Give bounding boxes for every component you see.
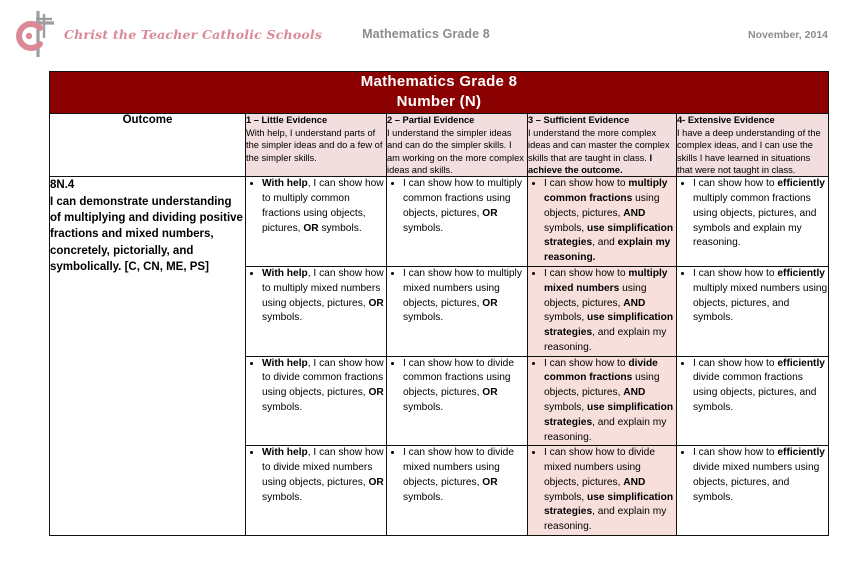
- column-header-row: [50, 113, 829, 177]
- criterion-text: • I can show how to multiply common fractions using objects, pictures, OR symbols.: [403, 177, 527, 236]
- criterion-r3-l4: [677, 356, 829, 446]
- criterion-r4-l1: [246, 446, 387, 536]
- level-4-header: [677, 113, 829, 177]
- criterion-text: • I can show how to efficiently multiply mixed numbers using objects, pictures, and symbols.: [693, 267, 828, 326]
- criterion-text: • I can show how to divide mixed numbers using objects, pictures, AND symbols, use simplification strategies, and explain my reasoning.: [544, 446, 676, 535]
- level-1-title: 1 – Little Evidence: [246, 114, 328, 125]
- criterion-r2-l1: [246, 266, 387, 356]
- banner-strand: Number (N): [396, 93, 482, 111]
- criterion-text: • I can show how to multiply mixed numbers using objects, pictures, AND symbols, use simplification strategies, and explain my reasoning.: [544, 267, 676, 356]
- rubric-table-wrapper: [49, 71, 828, 536]
- criterion-r2-l2: [387, 266, 528, 356]
- rubric-banner: [50, 72, 829, 114]
- criterion-text: • With help, I can show how to multiply mixed numbers using objects, pictures, OR symbols.: [262, 267, 386, 326]
- criterion-text: • I can show how to efficiently divide common fractions using objects, pictures, and symbols.: [693, 357, 828, 416]
- criterion-r1-l3: [528, 177, 677, 267]
- banner-subject: Mathematics Grade 8: [360, 73, 518, 90]
- level-1-header: [246, 113, 387, 177]
- page-header: [0, 0, 852, 70]
- outcome-cell: [50, 177, 246, 536]
- criterion-text: • I can show how to multiply common fractions using objects, pictures, AND symbols, use simplification strategies, and explain my reasoning.: [544, 177, 676, 266]
- criterion-r3-l3: [528, 356, 677, 446]
- level-2-title: 2 – Partial Evidence: [387, 114, 475, 125]
- criterion-text: • With help, I can show how to multiply common fractions using objects, pictures, OR symbols.: [262, 177, 386, 236]
- criterion-text: • I can show how to divide common fractions using objects, pictures, AND symbols, use simplification strategies, and explain my reasoning.: [544, 357, 676, 446]
- page-date: November, 2014: [748, 29, 828, 41]
- criterion-r1-l2: [387, 177, 528, 267]
- criterion-r3-l1: [246, 356, 387, 446]
- outcome-code: 8N.4: [50, 179, 75, 192]
- criterion-r3-l2: [387, 356, 528, 446]
- criterion-r1-l4: [677, 177, 829, 267]
- level-3-header: [528, 113, 677, 177]
- criterion-text: • I can show how to divide mixed numbers using objects, pictures, OR symbols.: [403, 446, 527, 505]
- outcome-text: I can demonstrate understanding of multiplying and dividing positive fractions and mixed numbers, concretely, pictorially, and symbolically. [C, CN, ME, PS]: [50, 195, 243, 273]
- level-2-description: I understand the simpler ideas and can do the simpler skills. I am working on the more complex ideas and skills.: [387, 127, 524, 175]
- criterion-r4-l2: [387, 446, 528, 536]
- criterion-text: • I can show how to multiply mixed numbers using objects, pictures, OR symbols.: [403, 267, 527, 326]
- level-4-title: 4- Extensive Evidence: [677, 114, 775, 125]
- criterion-text: • With help, I can show how to divide common fractions using objects, pictures, OR symbols.: [262, 357, 386, 416]
- level-3-achievement-note: I achieve the outcome.: [528, 152, 653, 175]
- level-2-header: [387, 113, 528, 177]
- criterion-r4-l4: [677, 446, 829, 536]
- level-3-title: 3 – Sufficient Evidence: [528, 114, 630, 125]
- banner-row: [50, 72, 829, 114]
- level-1-description: With help, I understand parts of the simpler ideas and do a few of the simpler skills.: [246, 127, 383, 163]
- table-row: [50, 177, 829, 267]
- rubric-table: [49, 71, 829, 536]
- criterion-r2-l3: [528, 266, 677, 356]
- level-4-description: I have a deep understanding of the complex ideas, and I can use the skills I have learned in situations that were not taught in class.: [677, 127, 821, 175]
- criterion-r4-l3: [528, 446, 677, 536]
- level-3-description: I understand the more complex ideas and can master the complex skills that are taught in class.: [528, 127, 670, 163]
- criterion-text: • I can show how to divide common fractions using objects, pictures, OR symbols.: [403, 357, 527, 416]
- criterion-text: • I can show how to efficiently divide mixed numbers using objects, pictures, and symbols.: [693, 446, 828, 505]
- outcome-column-header: Outcome: [50, 113, 246, 177]
- page-title: Mathematics Grade 8: [362, 27, 490, 41]
- criterion-r2-l4: [677, 266, 829, 356]
- criterion-r1-l1: [246, 177, 387, 267]
- criterion-text: • With help, I can show how to divide mixed numbers using objects, pictures, OR symbols.: [262, 446, 386, 505]
- brand-name: Christ the Teacher Catholic Schools: [64, 26, 323, 42]
- criterion-text: • I can show how to efficiently multiply common fractions using objects, pictures, and symbols and explain my reasoning.: [693, 177, 828, 251]
